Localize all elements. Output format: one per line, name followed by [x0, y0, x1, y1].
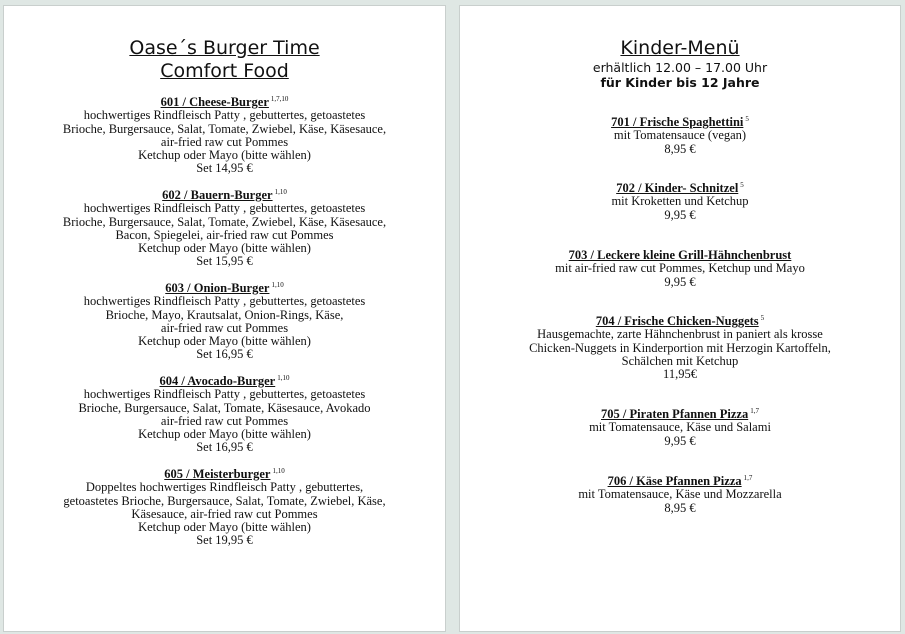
menu-item-703: [460, 249, 900, 289]
allergen-codes: 5: [740, 181, 744, 189]
menu-item-701: [460, 116, 900, 156]
item-desc-line: Chicken-Nuggets in Kinderportion mit Herzogin Kartoffeln,: [529, 340, 831, 355]
burger-menu-page: [3, 5, 446, 632]
item-desc-line: hochwertiges Rindfleisch Patty , gebuttertes, getoastetes: [83, 294, 366, 309]
allergen-codes: 1,10: [277, 374, 290, 382]
item-desc-line: Brioche, Burgersauce, Salat, Tomate, Käsesauce, Avokado: [78, 400, 371, 415]
menu-item-706: [460, 475, 900, 515]
item-desc-line: mit Tomatensauce, Käse und Salami: [589, 420, 771, 435]
item-name: 705 / Piraten Pfannen Pizza: [601, 407, 749, 421]
item-name: 704 / Frische Chicken-Nuggets: [595, 314, 759, 328]
item-name: 605 / Meisterburger: [164, 467, 271, 481]
item-name: 706 / Käse Pfannen Pizza: [607, 474, 742, 488]
allergen-codes: 1,10: [271, 281, 284, 289]
menu-item-702: [460, 182, 900, 222]
item-desc-line: mit Tomatensauce (vegan): [613, 128, 747, 143]
item-name: 603 / Onion-Burger: [165, 281, 270, 295]
item-price: Set 16,95 €: [196, 347, 253, 362]
item-desc-line: Ketchup oder Mayo (bitte wählen): [138, 520, 311, 535]
item-desc-line: Brioche, Burgersauce, Salat, Tomate, Zwiebel, Käse, Käsesauce,: [62, 121, 387, 136]
item-desc-line: Schälchen mit Ketchup: [621, 353, 739, 368]
item-desc-line: hochwertiges Rindfleisch Patty , gebuttertes, getoastetes: [83, 201, 366, 216]
menu-item-603: [4, 282, 445, 362]
item-desc-line: Käsesauce, air-fried raw cut Pommes: [131, 506, 318, 521]
item-price: 11,95€: [663, 367, 697, 382]
allergen-codes: 1,7: [743, 474, 753, 482]
item-name: 702 / Kinder- Schnitzel: [616, 181, 739, 195]
item-desc-line: Ketchup oder Mayo (bitte wählen): [138, 148, 311, 163]
burger-menu-title: Oase´s Burger Time: [129, 37, 320, 59]
menu-item-604: [4, 375, 445, 455]
allergen-codes: 5: [760, 314, 765, 322]
item-price: 8,95 €: [664, 500, 696, 515]
item-desc-line: Hausgemachte, zarte Hähnchenbrust in paniert als krosse: [537, 327, 823, 342]
allergen-codes: 1,10: [272, 467, 285, 475]
menu-item-704: [460, 315, 900, 381]
item-name: 601 / Cheese-Burger: [160, 95, 269, 109]
age-restriction: für Kinder bis 12 Jahre: [600, 75, 760, 90]
item-desc-line: Ketchup oder Mayo (bitte wählen): [138, 241, 311, 256]
item-price: Set 19,95 €: [196, 533, 253, 548]
item-price: Set 14,95 €: [196, 161, 253, 176]
item-desc-line: hochwertiges Rindfleisch Patty , gebuttertes, getoastetes: [83, 108, 366, 123]
item-name: 602 / Bauern-Burger: [162, 188, 273, 202]
item-desc-line: Ketchup oder Mayo (bitte wählen): [138, 334, 311, 349]
menu-item-602: [4, 189, 445, 269]
item-price: 9,95 €: [664, 433, 696, 448]
item-desc-line: air-fried raw cut Pommes: [160, 134, 289, 149]
item-name: 604 / Avocado-Burger: [159, 374, 276, 388]
item-desc-line: Doppeltes hochwertiges Rindfleisch Patty , gebuttertes,: [85, 480, 364, 495]
item-desc-line: Brioche, Burgersauce, Salat, Tomate, Zwiebel, Käse, Käsesauce,: [62, 214, 387, 229]
item-desc-line: Ketchup oder Mayo (bitte wählen): [138, 427, 311, 442]
item-name: 701 / Frische Spaghettini: [611, 115, 744, 129]
allergen-codes: 1,7,10: [270, 95, 289, 103]
allergen-codes: 5: [745, 115, 749, 123]
menu-item-605: [4, 468, 445, 548]
availability-hours: erhältlich 12.00 – 17.00 Uhr: [592, 60, 768, 75]
item-desc-line: air-fried raw cut Pommes: [160, 320, 289, 335]
allergen-codes: 1,7: [750, 407, 759, 415]
item-name: 703 / Leckere kleine Grill-Hähnchenbrust: [568, 248, 792, 262]
item-price: Set 16,95 €: [196, 440, 253, 455]
item-desc-line: mit Tomatensauce, Käse und Mozzarella: [578, 487, 782, 502]
item-price: 8,95 €: [664, 141, 696, 156]
menu-item-705: [460, 408, 900, 448]
menu-item-601: [4, 96, 445, 176]
item-desc-line: Brioche, Mayo, Krautsalat, Onion-Rings, Käse,: [105, 307, 344, 322]
item-desc-line: mit air-fried raw cut Pommes, Ketchup und Mayo: [555, 261, 805, 276]
kids-menu-page: [459, 5, 901, 632]
allergen-codes: 1,10: [274, 188, 287, 196]
item-desc-line: mit Kroketten und Ketchup: [611, 194, 749, 209]
burger-menu-subtitle: Comfort Food: [160, 60, 289, 82]
item-price: 9,95 €: [664, 207, 696, 222]
item-desc-line: air-fried raw cut Pommes: [160, 413, 289, 428]
item-price: 9,95 €: [664, 274, 696, 289]
kids-menu-title: Kinder-Menü: [620, 37, 740, 59]
item-desc-line: getoastetes Brioche, Burgersauce, Salat, Tomate, Zwiebel, Käse,: [63, 493, 386, 508]
item-desc-line: Bacon, Spiegelei, air-fried raw cut Pommes: [115, 227, 334, 242]
item-desc-line: hochwertiges Rindfleisch Patty , gebuttertes, getoastetes: [83, 387, 366, 402]
item-price: Set 15,95 €: [196, 254, 253, 269]
